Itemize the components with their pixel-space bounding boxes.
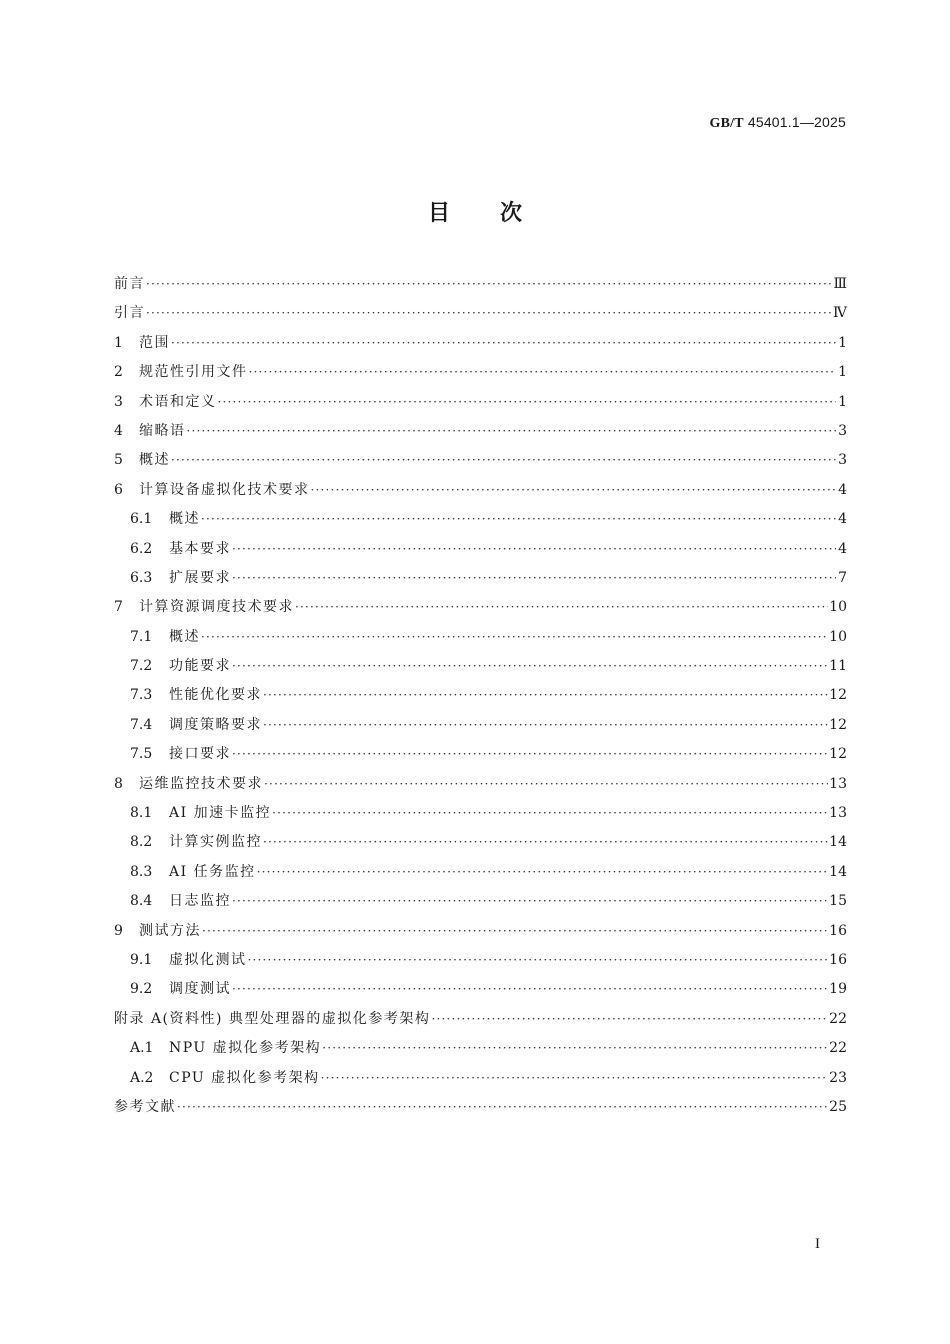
toc-entry-number: 8 [114,775,123,792]
toc-entry-page: 13 [829,775,847,792]
toc-entry[interactable] [114,1093,847,1122]
toc-entry-label: NPU 虚拟化参考架构 [169,1040,322,1057]
dot-leader [263,681,828,710]
toc-entry[interactable] [114,887,847,916]
dot-leader [218,388,837,417]
toc-entry-number: A.1 [130,1040,154,1057]
toc-entry-number: 7.1 [130,628,153,645]
toc-entry[interactable] [114,535,847,564]
toc-entry-page: 25 [829,1098,847,1115]
toc-entry-label: 概述 [169,511,200,528]
toc-entry-label: 术语和定义 [139,393,217,410]
toc-entry-number: 7.3 [130,687,153,704]
table-of-contents [114,270,847,1122]
dot-leader [248,946,829,975]
dot-leader [257,858,829,887]
toc-entry-page: 1 [838,393,847,410]
toc-entry-number: 5 [114,452,123,469]
toc-entry-number: A.2 [130,1069,154,1086]
dot-leader [177,1093,828,1122]
dot-leader [232,652,828,681]
toc-entry[interactable] [114,623,847,652]
toc-entry-page: Ⅲ [833,276,847,292]
toc-entry[interactable] [114,358,847,387]
toc-entry[interactable] [114,711,847,740]
dot-leader [249,358,837,387]
toc-entry-number: 4 [114,422,123,439]
document-number [709,114,846,132]
dot-leader [321,1064,829,1093]
toc-entry-page: 10 [829,599,847,616]
dot-leader [264,770,828,799]
toc-entry-number: 7.2 [130,658,153,675]
toc-entry[interactable] [114,1064,847,1093]
toc-entry[interactable] [114,946,847,975]
dot-leader [146,299,832,328]
toc-entry-number: 6.1 [130,511,153,528]
toc-entry-number: 7.4 [130,716,153,733]
toc-entry[interactable] [114,446,847,475]
toc-entry-page: Ⅳ [833,305,847,322]
toc-entry-number: 7.5 [130,746,153,763]
toc-entry-page: 16 [829,951,847,968]
toc-entry-number: 1 [114,334,123,351]
dot-leader [263,711,828,740]
toc-entry-page: 4 [838,481,847,498]
toc-entry[interactable] [114,652,847,681]
toc-entry[interactable] [114,740,847,769]
toc-entry-page: 15 [829,893,847,910]
dot-leader [232,535,836,564]
page-title: 目次 [427,201,572,226]
toc-entry-number: 9.2 [130,981,153,998]
toc-entry-page: 22 [829,1040,847,1057]
toc-entry-label: 参考文献 [114,1098,176,1115]
toc-entry-label: 计算实例监控 [169,834,262,851]
dot-leader [431,1005,828,1034]
toc-entry-label: 缩略语 [139,422,186,439]
toc-entry[interactable] [114,975,847,1004]
toc-entry[interactable] [114,770,847,799]
toc-entry-label: 日志监控 [169,893,231,910]
toc-entry-page: 16 [829,922,847,939]
toc-entry[interactable] [114,388,847,417]
toc-entry-label: CPU 虚拟化参考架构 [169,1069,320,1086]
dot-leader [272,799,828,828]
toc-entry-number: 8.1 [130,805,153,822]
dot-leader [146,270,832,299]
dot-leader [202,917,828,946]
toc-entry-label: 规范性引用文件 [139,364,248,381]
dot-leader [322,1034,828,1063]
toc-entry[interactable] [114,917,847,946]
toc-entry[interactable] [114,270,847,299]
toc-entry-label: 基本要求 [169,540,231,557]
toc-entry-page: 7 [838,569,847,586]
toc-entry-label: AI 任务监控 [169,863,256,880]
toc-entry-number: 8.4 [130,893,153,910]
toc-entry-label: 调度测试 [169,981,231,998]
toc-entry-number: 8.2 [130,834,153,851]
toc-entry-page: 19 [829,981,847,998]
toc-entry-page: 12 [829,687,847,704]
toc-entry[interactable] [114,593,847,622]
toc-entry-number: 9 [114,922,123,939]
toc-entry[interactable] [114,681,847,710]
toc-entry-number: 6.2 [130,540,153,557]
toc-entry-label: 前言 [114,276,145,292]
toc-entry-number: 3 [114,393,123,410]
toc-entry-label: 概述 [169,628,200,645]
toc-entry-page: 4 [838,540,847,557]
toc-entry-page: 23 [829,1069,847,1086]
toc-entry-page: 22 [829,1010,847,1027]
toc-entry[interactable] [114,329,847,358]
dot-leader [232,975,828,1004]
dot-leader [311,476,837,505]
toc-entry-label: 性能优化要求 [169,687,262,704]
dot-leader [187,417,837,446]
dot-leader [232,887,828,916]
toc-entry-label: 调度策略要求 [169,716,262,733]
toc-entry-page: 1 [838,364,847,381]
standard-number: 45401.1—2025 [747,114,846,130]
toc-entry-page: 11 [829,658,847,675]
toc-entry-page: 14 [829,834,847,851]
toc-entry[interactable] [114,505,847,534]
toc-entry-label: 范围 [139,334,170,351]
toc-entry-page: 3 [838,422,847,439]
toc-entry-label: 计算资源调度技术要求 [139,599,294,616]
dot-leader [232,740,828,769]
toc-entry-page: 3 [838,452,847,469]
toc-entry-label: 概述 [139,452,170,469]
toc-entry-label: 扩展要求 [169,569,231,586]
dot-leader [171,446,836,475]
toc-entry-label: 引言 [114,305,145,322]
dot-leader [201,623,828,652]
toc-entry-page: 13 [829,805,847,822]
toc-entry[interactable] [114,799,847,828]
toc-entry-label: 计算设备虚拟化技术要求 [139,481,310,498]
toc-entry-page: 12 [829,716,847,733]
toc-entry-page: 14 [829,863,847,880]
page-number: I [815,1236,820,1252]
toc-entry-number: 9.1 [130,951,153,968]
toc-entry-label: 测试方法 [139,922,201,939]
toc-entry-number: 2 [114,364,123,381]
toc-entry[interactable] [114,417,847,446]
toc-entry[interactable] [114,299,847,328]
dot-leader [263,828,828,857]
toc-entry-label: AI 加速卡监控 [169,805,272,822]
toc-entry-label: 附录 A(资料性) 典型处理器的虚拟化参考架构 [114,1010,431,1027]
toc-entry[interactable] [114,1034,847,1063]
toc-entry-page: 1 [838,334,847,351]
toc-entry-page: 4 [838,511,847,528]
toc-entry-number: 8.3 [130,863,153,880]
toc-entry[interactable] [114,476,847,505]
toc-entry-number: 7 [114,599,123,616]
toc-entry[interactable] [114,564,847,593]
dot-leader [295,593,828,622]
toc-entry-page: 10 [829,628,847,645]
toc-entry-number: 6 [114,481,123,498]
toc-entry-label: 接口要求 [169,746,231,763]
dot-leader [232,564,836,593]
toc-entry-label: 虚拟化测试 [169,951,247,968]
dot-leader [171,329,836,358]
toc-entry-number: 6.3 [130,569,153,586]
standard-prefix: GB/T [709,116,744,131]
toc-entry-label: 功能要求 [169,658,231,675]
toc-entry[interactable] [114,828,847,857]
toc-entry-label: 运维监控技术要求 [139,775,263,792]
toc-entry[interactable] [114,858,847,887]
dot-leader [201,505,836,534]
toc-entry[interactable] [114,1005,847,1034]
toc-entry-page: 12 [829,746,847,763]
